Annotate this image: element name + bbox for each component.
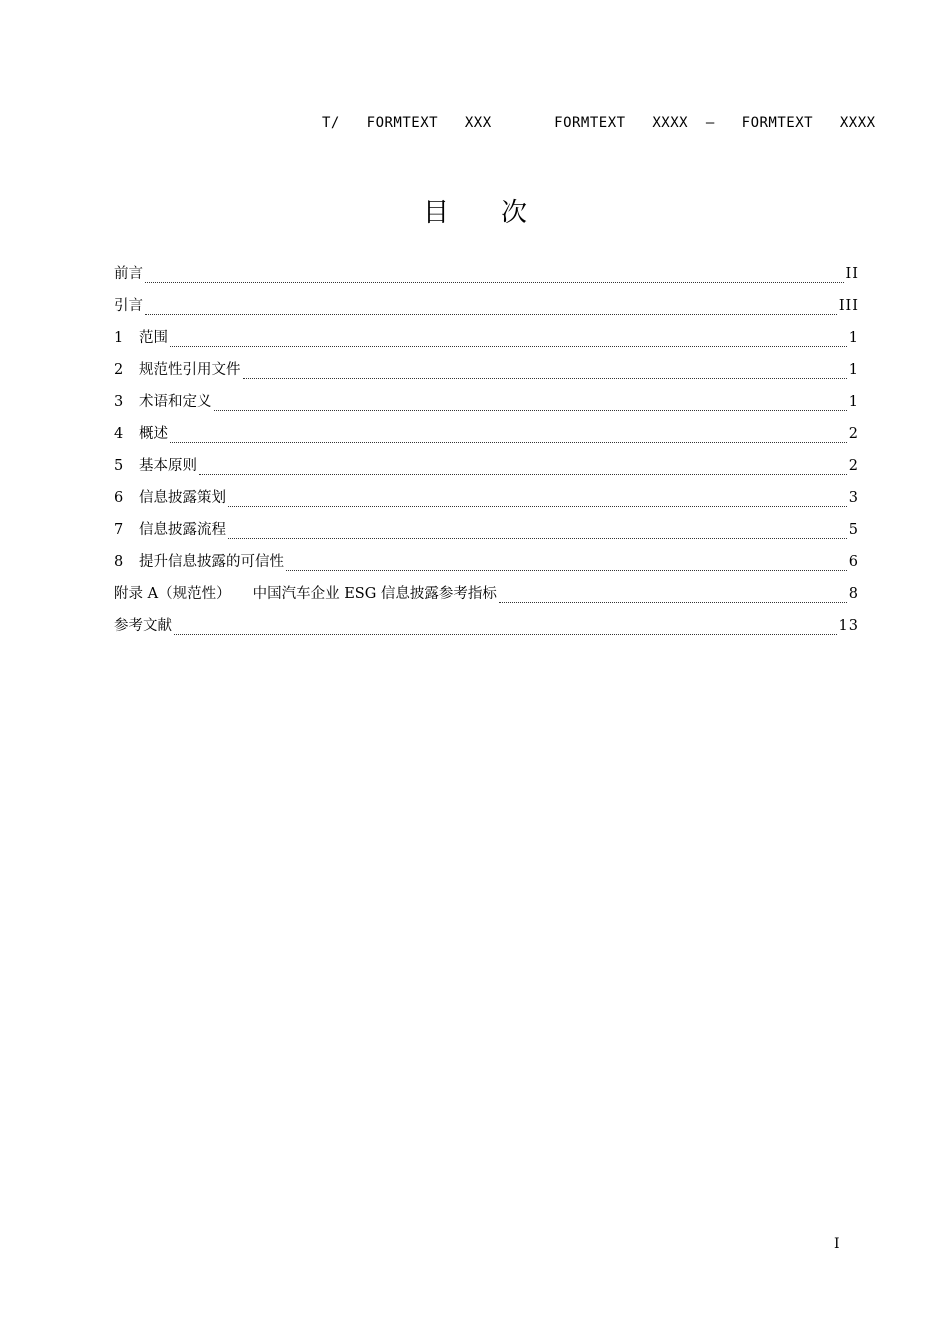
dot-leader — [499, 602, 847, 603]
toc-entry-disclosure-process[interactable] — [114, 518, 859, 550]
toc-entry-disclosure-planning[interactable] — [114, 486, 859, 518]
toc-entry-overview[interactable] — [114, 422, 859, 454]
toc-entry-number: 7 — [114, 522, 124, 538]
toc-entry-annex-a[interactable] — [114, 582, 859, 614]
page-number: I — [834, 1236, 840, 1252]
toc-entry-number: 2 — [114, 362, 124, 378]
toc-entry-page: 1 — [848, 330, 859, 346]
toc-entry-page: 3 — [848, 490, 859, 506]
dot-leader — [228, 538, 847, 539]
toc-entry-introduction[interactable] — [114, 294, 859, 326]
toc-entry-label: 参考文献 — [114, 618, 172, 634]
dot-leader — [243, 378, 847, 379]
toc-entry-label-annex-title: 中国汽车企业 ESG 信息披露参考指标 — [252, 586, 497, 602]
toc-entry-page: 2 — [848, 426, 859, 442]
toc-entry-page: 1 — [848, 394, 859, 410]
dot-leader — [199, 474, 847, 475]
toc-entry-terms-definitions[interactable] — [114, 390, 859, 422]
dot-leader — [145, 314, 837, 315]
toc-entry-number: 4 — [114, 426, 124, 442]
toc-entry-number: 6 — [114, 490, 124, 506]
toc-entry-label: 概述 — [139, 426, 168, 442]
dot-leader — [214, 410, 847, 411]
toc-entry-page: II — [845, 266, 859, 282]
toc-entry-number: 1 — [114, 330, 124, 346]
dot-leader — [286, 570, 847, 571]
toc-entry-page: 2 — [848, 458, 859, 474]
document-code-header: T/ FORMTEXT XXX FORMTEXT XXXX — FORMTEXT XXXX — [322, 115, 876, 131]
toc-entry-label: 信息披露流程 — [139, 522, 226, 538]
toc-title-part2: 次 — [501, 198, 528, 228]
dot-leader — [170, 346, 847, 347]
toc-entry-scope[interactable] — [114, 326, 859, 358]
toc-entry-label: 引言 — [114, 298, 143, 314]
toc-entry-label: 范围 — [139, 330, 168, 346]
toc-entry-number: 8 — [114, 554, 124, 570]
toc-entry-credibility[interactable] — [114, 550, 859, 582]
toc-entry-label: 提升信息披露的可信性 — [139, 554, 284, 570]
toc-entry-page: 6 — [848, 554, 859, 570]
toc-entry-label-annex: 附录 A（规范性） — [114, 586, 231, 602]
toc-entry-number: 3 — [114, 394, 124, 410]
toc-entry-page: 13 — [838, 618, 859, 634]
toc-entry-normative-references[interactable] — [114, 358, 859, 390]
toc-entry-label: 规范性引用文件 — [139, 362, 241, 378]
toc-entry-basic-principles[interactable] — [114, 454, 859, 486]
toc-entry-label: 前言 — [114, 266, 143, 282]
dot-leader — [170, 442, 847, 443]
toc-title-part1: 目 — [422, 198, 449, 228]
toc-entry-page: 5 — [848, 522, 859, 538]
toc-entry-foreword[interactable] — [114, 262, 859, 294]
toc-entry-number: 5 — [114, 458, 124, 474]
toc-title — [0, 192, 950, 229]
dot-leader — [174, 634, 837, 635]
dot-leader — [228, 506, 847, 507]
toc-entry-label: 基本原则 — [139, 458, 197, 474]
toc-entry-label: 术语和定义 — [139, 394, 212, 410]
toc-list — [114, 262, 859, 646]
dot-leader — [145, 282, 844, 283]
toc-entry-page: III — [838, 298, 859, 314]
toc-entry-page: 1 — [848, 362, 859, 378]
toc-entry-page: 8 — [848, 586, 859, 602]
toc-entry-label: 信息披露策划 — [139, 490, 226, 506]
toc-entry-bibliography[interactable] — [114, 614, 859, 646]
